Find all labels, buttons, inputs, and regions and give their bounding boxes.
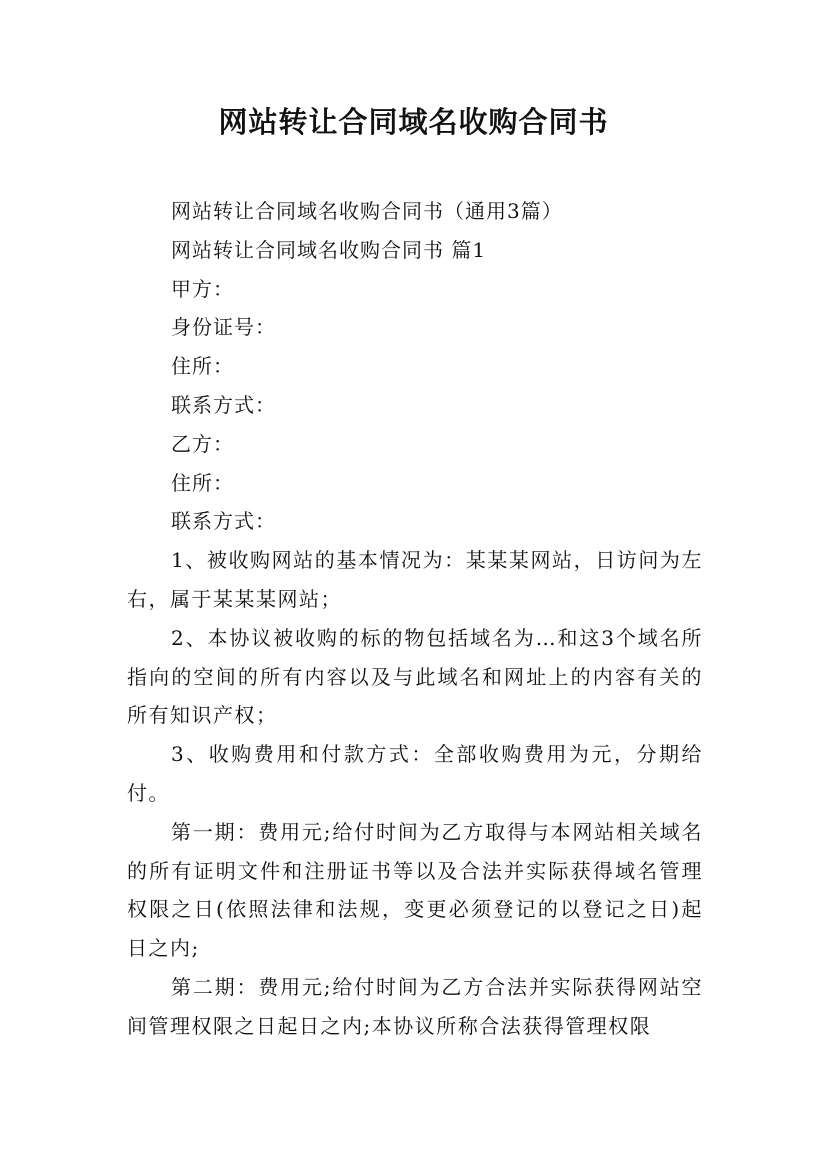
party-b-address-label: 住所：	[171, 470, 234, 495]
id-number-label: 身份证号：	[171, 315, 276, 340]
party-b-contact-label: 联系方式：	[171, 509, 276, 534]
clause-2: 2、本协议被收购的标的物包括域名为…和这3个域名所指向的空间的所有内容以及与此域名和网址上的内容有关的所有知识产权；	[127, 625, 703, 728]
party-a-address-label: 住所：	[171, 354, 234, 379]
party-a-contact-label: 联系方式：	[171, 392, 276, 417]
clause-3: 3、收购费用和付款方式：全部收购费用为元，分期给付。	[127, 742, 703, 805]
party-b-label: 乙方：	[171, 431, 234, 456]
clause-1: 1、被收购网站的基本情况为：某某某网站，日访问为左右，属于某某某网站；	[127, 548, 703, 611]
document-body	[127, 192, 703, 1046]
payment-phase-2: 第二期：费用元;给付时间为乙方合法并实际获得网站空间管理权限之日起日之内;本协议所称合法获得管理权限	[127, 974, 703, 1038]
payment-phase-1: 第一期：费用元;给付时间为乙方取得与本网站相关域名的所有证明文件和注册证书等以及合法并实际获得域名管理权限之日(依照法律和法规，变更必须登记的以登记之日)起日之内;	[127, 819, 703, 961]
section-heading: 网站转让合同域名收购合同书 篇1	[171, 237, 487, 262]
document-title: 网站转让合同域名收购合同书	[218, 105, 609, 139]
party-a-label: 甲方：	[171, 276, 234, 301]
subtitle-line: 网站转让合同域名收购合同书（通用3篇）	[171, 199, 563, 223]
